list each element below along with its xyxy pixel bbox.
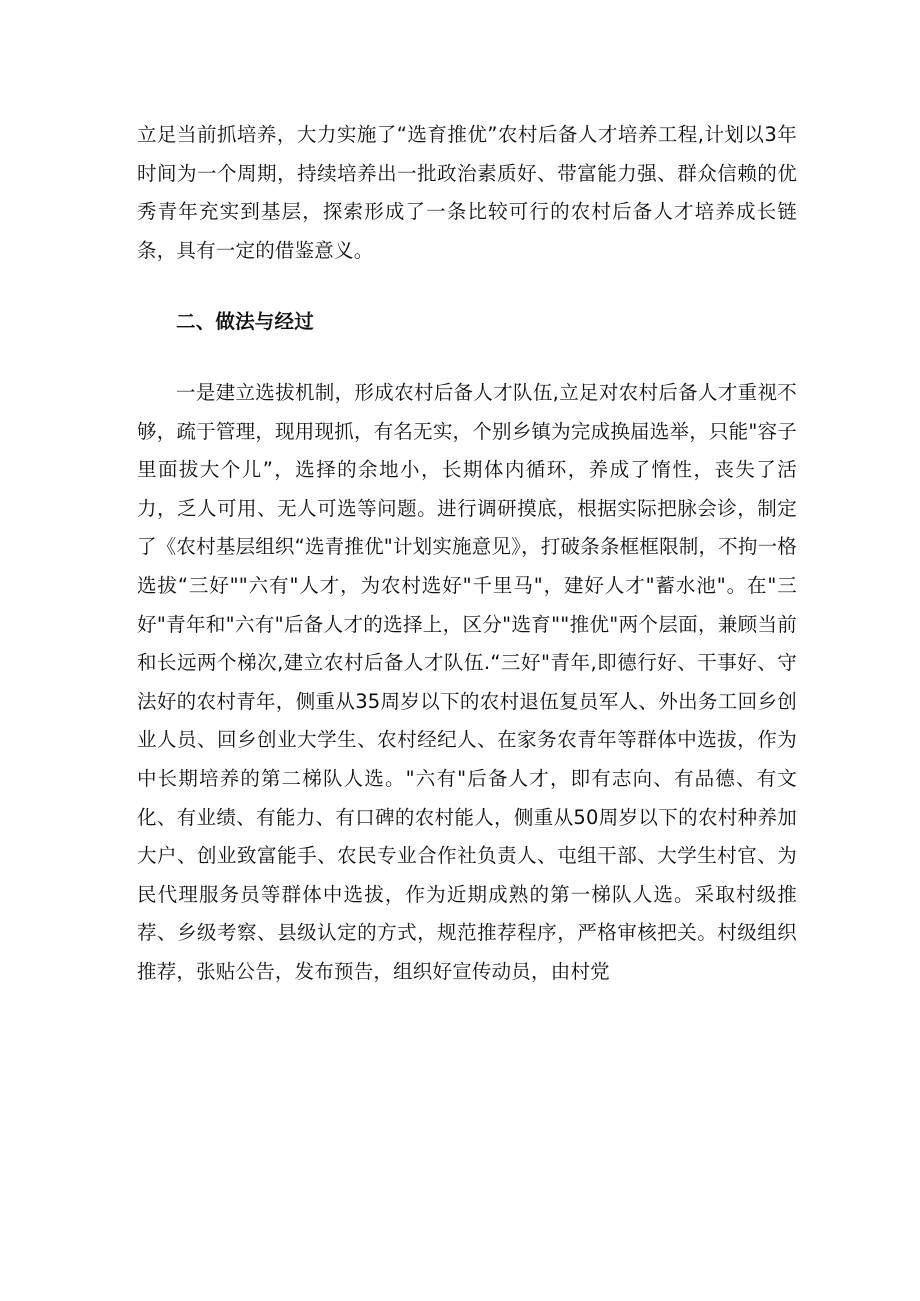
body-paragraph: 一是建立选拔机制，形成农村后备人才队伍,立足对农村后备人才重视不够，疏于管理，现用现抓，有名无实，个别乡镇为完成换届选举，只能"容子里面拔大个儿”，选择的余地小，长期体内循环，养成了惰性，丧失了活力，乏人可用、无人可选等问题。进行调研摸底，根据实际把脉会诊，制定了《农村基层组织“选青推优"计划实施意见》，打破条条框框限制，不拘一格选拔“三好""六有"人才，为农村选好"千里马"，建好人才"蓄水池"。在"三好"青年和"六有"后备人才的选择上，区分"选育""推优"两个层面，兼顾当前和长远两个梯次,建立农村后备人才队伍.“三好"青年,即德行好、干事好、守法好的农村青年，侧重从35周岁以下的农村退伍复员军人、外出务工回乡创业人员、回乡创业大学生、农村经纪人、在家务农青年等群体中选拔，作为中长期培养的第二梯队人选。"六有"后备人才，即有志向、有品德、有文化、有业绩、有能力、有口碑的农村能人，侧重从50周岁以下的农村种养加大户、创业致富能手、农民专业合作社负责人、屯组干部、大学生村官、为民代理服务员等群体中选拔，作为近期成熟的第一梯队人选。采取村级推荐、乡级考察、县级认定的方式，规范推荐程序，严格审核把关。村级组织推荐，张贴公告，发布预告，组织好宣传动员，由村党 (137, 380, 797, 983)
intro-paragraph: 立足当前抓培养，大力实施了“选育推优”农村后备人才培养工程,计划以3年时间为一个周期，持续培养出一批政治素质好、带富能力强、群众信赖的优秀青年充实到基层，探索形成了一条比较可行的农村后备人才培养成长链条，具有一定的借鉴意义。 (137, 123, 797, 262)
document-body (137, 116, 797, 991)
section-heading: 二、做法与经过 (176, 310, 314, 334)
